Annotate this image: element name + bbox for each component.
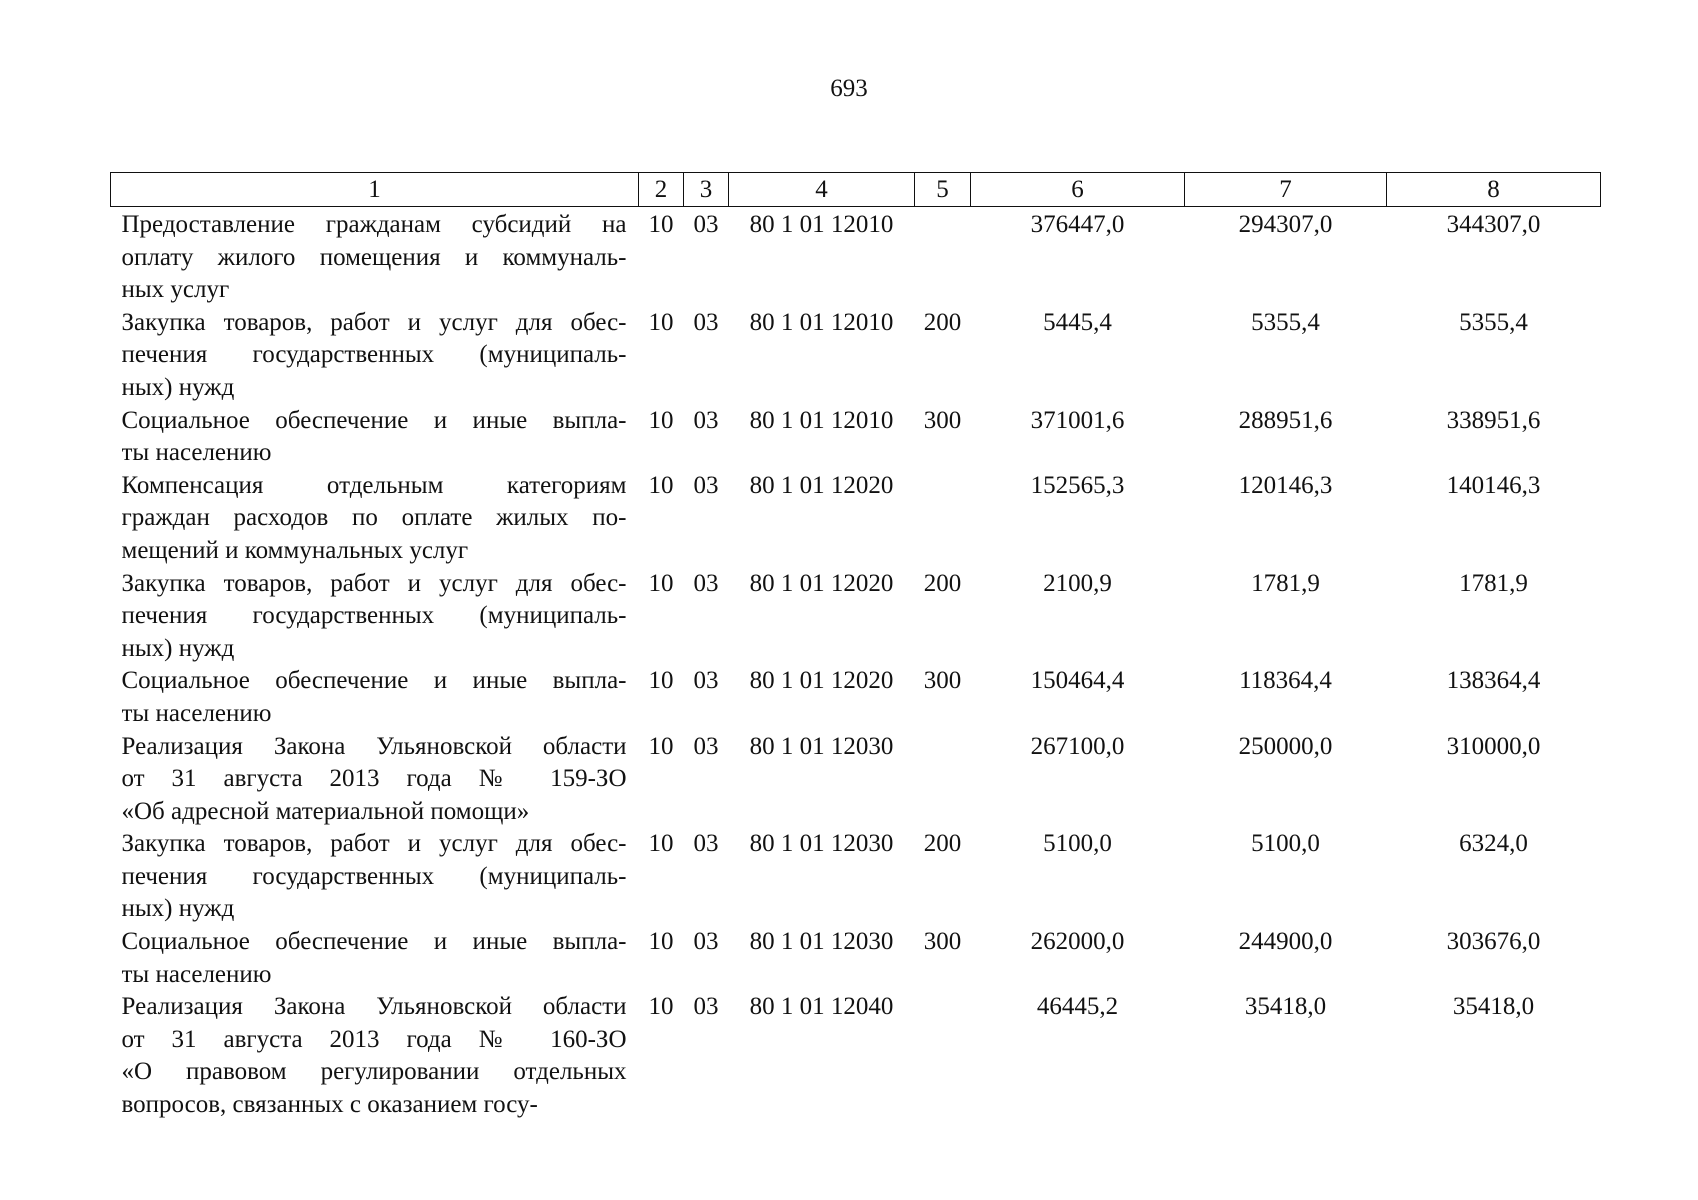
- table-row: [111, 568, 1601, 666]
- subsection-code: 03: [693, 732, 719, 760]
- table-row: [111, 470, 1601, 568]
- amount-col-6: 371001,6: [1030, 406, 1125, 434]
- section-code: 10: [648, 667, 674, 695]
- amount-col-8: 140146,3: [1446, 471, 1541, 499]
- description-line: Закупка товаров, работ и услуг для обес-: [121, 308, 627, 336]
- column-header-2: 2: [639, 173, 684, 207]
- section-code: 10: [648, 928, 674, 956]
- subsection-code: 03: [693, 308, 719, 336]
- row-description: [111, 307, 639, 405]
- expense-type-code: 200: [923, 830, 962, 858]
- description-line: ных) нужд: [121, 895, 235, 923]
- target-article-code: 80 1 01 12030: [749, 928, 894, 956]
- table-row: [111, 926, 1601, 991]
- target-article-code: 80 1 01 12010: [749, 211, 894, 238]
- section-code: 10: [648, 993, 674, 1021]
- description-line: «О правовом регулировании отдельных: [121, 1058, 627, 1086]
- description-line: ты населению: [121, 699, 272, 727]
- table-row: [111, 405, 1601, 470]
- amount-col-7: 294307,0: [1238, 211, 1333, 238]
- description-line: Реализация Закона Ульяновской области: [121, 732, 627, 760]
- amount-col-7: 250000,0: [1238, 732, 1333, 760]
- amount-col-8: 5355,4: [1459, 308, 1528, 336]
- section-code: 10: [648, 406, 674, 434]
- target-article-code: 80 1 01 12020: [749, 569, 894, 597]
- row-description: [111, 568, 639, 666]
- amount-col-6: 267100,0: [1030, 732, 1125, 760]
- amount-col-6: 5100,0: [1043, 830, 1112, 858]
- amount-col-6: 2100,9: [1043, 569, 1112, 597]
- amount-col-8: 338951,6: [1446, 406, 1541, 434]
- amount-col-8: 1781,9: [1459, 569, 1528, 597]
- target-article-code: 80 1 01 12040: [749, 993, 894, 1021]
- expense-type-code: [915, 470, 971, 568]
- expense-type-code: 300: [923, 928, 962, 956]
- amount-col-6: 152565,3: [1030, 471, 1125, 499]
- amount-col-7: 35418,0: [1244, 993, 1327, 1021]
- table-row: [111, 665, 1601, 730]
- expense-type-code: [915, 731, 971, 829]
- amount-col-8: 6324,0: [1459, 830, 1528, 858]
- subsection-code: 03: [693, 667, 719, 695]
- column-header-4: 4: [729, 173, 915, 207]
- table-row: [111, 731, 1601, 829]
- target-article-code: 80 1 01 12030: [749, 830, 894, 858]
- description-line: Закупка товаров, работ и услуг для обес-: [121, 569, 627, 597]
- expense-type-code: 300: [923, 667, 962, 695]
- description-line: печения государственных (муниципаль-: [121, 341, 627, 369]
- section-code: 10: [648, 732, 674, 760]
- section-code: 10: [648, 308, 674, 336]
- description-line: Социальное обеспечение и иные выпла-: [121, 406, 627, 434]
- description-line: ных) нужд: [121, 634, 235, 662]
- subsection-code: 03: [693, 928, 719, 956]
- amount-col-6: 262000,0: [1030, 928, 1125, 956]
- column-header-1: 1: [111, 173, 639, 207]
- amount-col-7: 5100,0: [1251, 830, 1320, 858]
- description-line: Социальное обеспечение и иные выпла-: [121, 928, 627, 956]
- row-description: [111, 207, 639, 307]
- target-article-code: 80 1 01 12030: [749, 732, 894, 760]
- expense-type-code: [915, 207, 971, 307]
- column-header-7: 7: [1185, 173, 1387, 207]
- description-line: Социальное обеспечение и иные выпла-: [121, 667, 627, 695]
- description-line: ных услуг: [121, 276, 230, 304]
- description-line: ты населению: [121, 960, 272, 988]
- amount-col-6: 5445,4: [1043, 308, 1112, 336]
- subsection-code: 03: [693, 406, 719, 434]
- amount-col-8: 138364,4: [1446, 667, 1541, 695]
- table-row: [111, 307, 1601, 405]
- budget-table: [110, 172, 1601, 1122]
- section-code: 10: [648, 471, 674, 499]
- description-line: Предоставление гражданам субсидий на: [121, 211, 627, 238]
- amount-col-6: 376447,0: [1030, 211, 1125, 238]
- expense-type-code: 200: [923, 569, 962, 597]
- description-line: граждан расходов по оплате жилых по-: [121, 504, 627, 532]
- row-description: [111, 926, 639, 991]
- description-line: Закупка товаров, работ и услуг для обес-: [121, 830, 627, 858]
- amount-col-7: 118364,4: [1239, 667, 1332, 695]
- section-code: 10: [648, 830, 674, 858]
- amount-col-8: 310000,0: [1446, 732, 1541, 760]
- amount-col-8: 344307,0: [1446, 211, 1541, 238]
- column-header-8: 8: [1387, 173, 1601, 207]
- amount-col-7: 244900,0: [1238, 928, 1333, 956]
- column-header-5: 5: [915, 173, 971, 207]
- description-line: Компенсация отдельным категориям: [121, 471, 627, 499]
- table-body: [111, 207, 1601, 1122]
- amount-col-6: 150464,4: [1030, 667, 1125, 695]
- description-line: оплату жилого помещения и коммуналь-: [121, 243, 627, 271]
- target-article-code: 80 1 01 12020: [749, 667, 894, 695]
- description-line: «Об адресной материальной помощи»: [121, 797, 530, 825]
- subsection-code: 03: [693, 211, 719, 238]
- row-description: [111, 470, 639, 568]
- table-row: [111, 991, 1601, 1121]
- subsection-code: 03: [693, 569, 719, 597]
- row-description: [111, 665, 639, 730]
- amount-col-7: 5355,4: [1251, 308, 1320, 336]
- subsection-code: 03: [693, 830, 719, 858]
- amount-col-6: 46445,2: [1036, 993, 1119, 1021]
- expense-type-code: [915, 991, 971, 1121]
- subsection-code: 03: [693, 471, 719, 499]
- description-line: ных) нужд: [121, 373, 235, 401]
- page-number: 693: [830, 75, 868, 102]
- section-code: 10: [648, 569, 674, 597]
- description-line: печения государственных (муниципаль-: [121, 602, 627, 630]
- amount-col-7: 288951,6: [1238, 406, 1333, 434]
- description-line: Реализация Закона Ульяновской области: [121, 993, 627, 1021]
- amount-col-7: 120146,3: [1238, 471, 1333, 499]
- description-line: от 31 августа 2013 года № 160-ЗО: [121, 1025, 627, 1053]
- description-line: мещений и коммунальных услуг: [121, 536, 469, 564]
- row-description: [111, 731, 639, 829]
- section-code: 10: [648, 211, 674, 238]
- expense-type-code: 300: [923, 406, 962, 434]
- table-row: [111, 207, 1601, 307]
- description-line: от 31 августа 2013 года № 159-ЗО: [121, 765, 627, 793]
- column-header-6: 6: [971, 173, 1185, 207]
- column-header-3: 3: [684, 173, 729, 207]
- amount-col-8: 35418,0: [1452, 993, 1535, 1021]
- table-row: [111, 828, 1601, 926]
- target-article-code: 80 1 01 12010: [749, 406, 894, 434]
- row-description: [111, 405, 639, 470]
- row-description: [111, 828, 639, 926]
- subsection-code: 03: [693, 993, 719, 1021]
- description-line: вопросов, связанных с оказанием госу-: [121, 1091, 538, 1119]
- description-line: печения государственных (муниципаль-: [121, 862, 627, 890]
- amount-col-7: 1781,9: [1251, 569, 1320, 597]
- header-row: [111, 173, 1601, 207]
- amount-col-8: 303676,0: [1446, 928, 1541, 956]
- target-article-code: 80 1 01 12020: [749, 471, 894, 499]
- description-line: ты населению: [121, 439, 272, 467]
- expense-type-code: 200: [923, 308, 962, 336]
- target-article-code: 80 1 01 12010: [749, 308, 894, 336]
- row-description: [111, 991, 639, 1121]
